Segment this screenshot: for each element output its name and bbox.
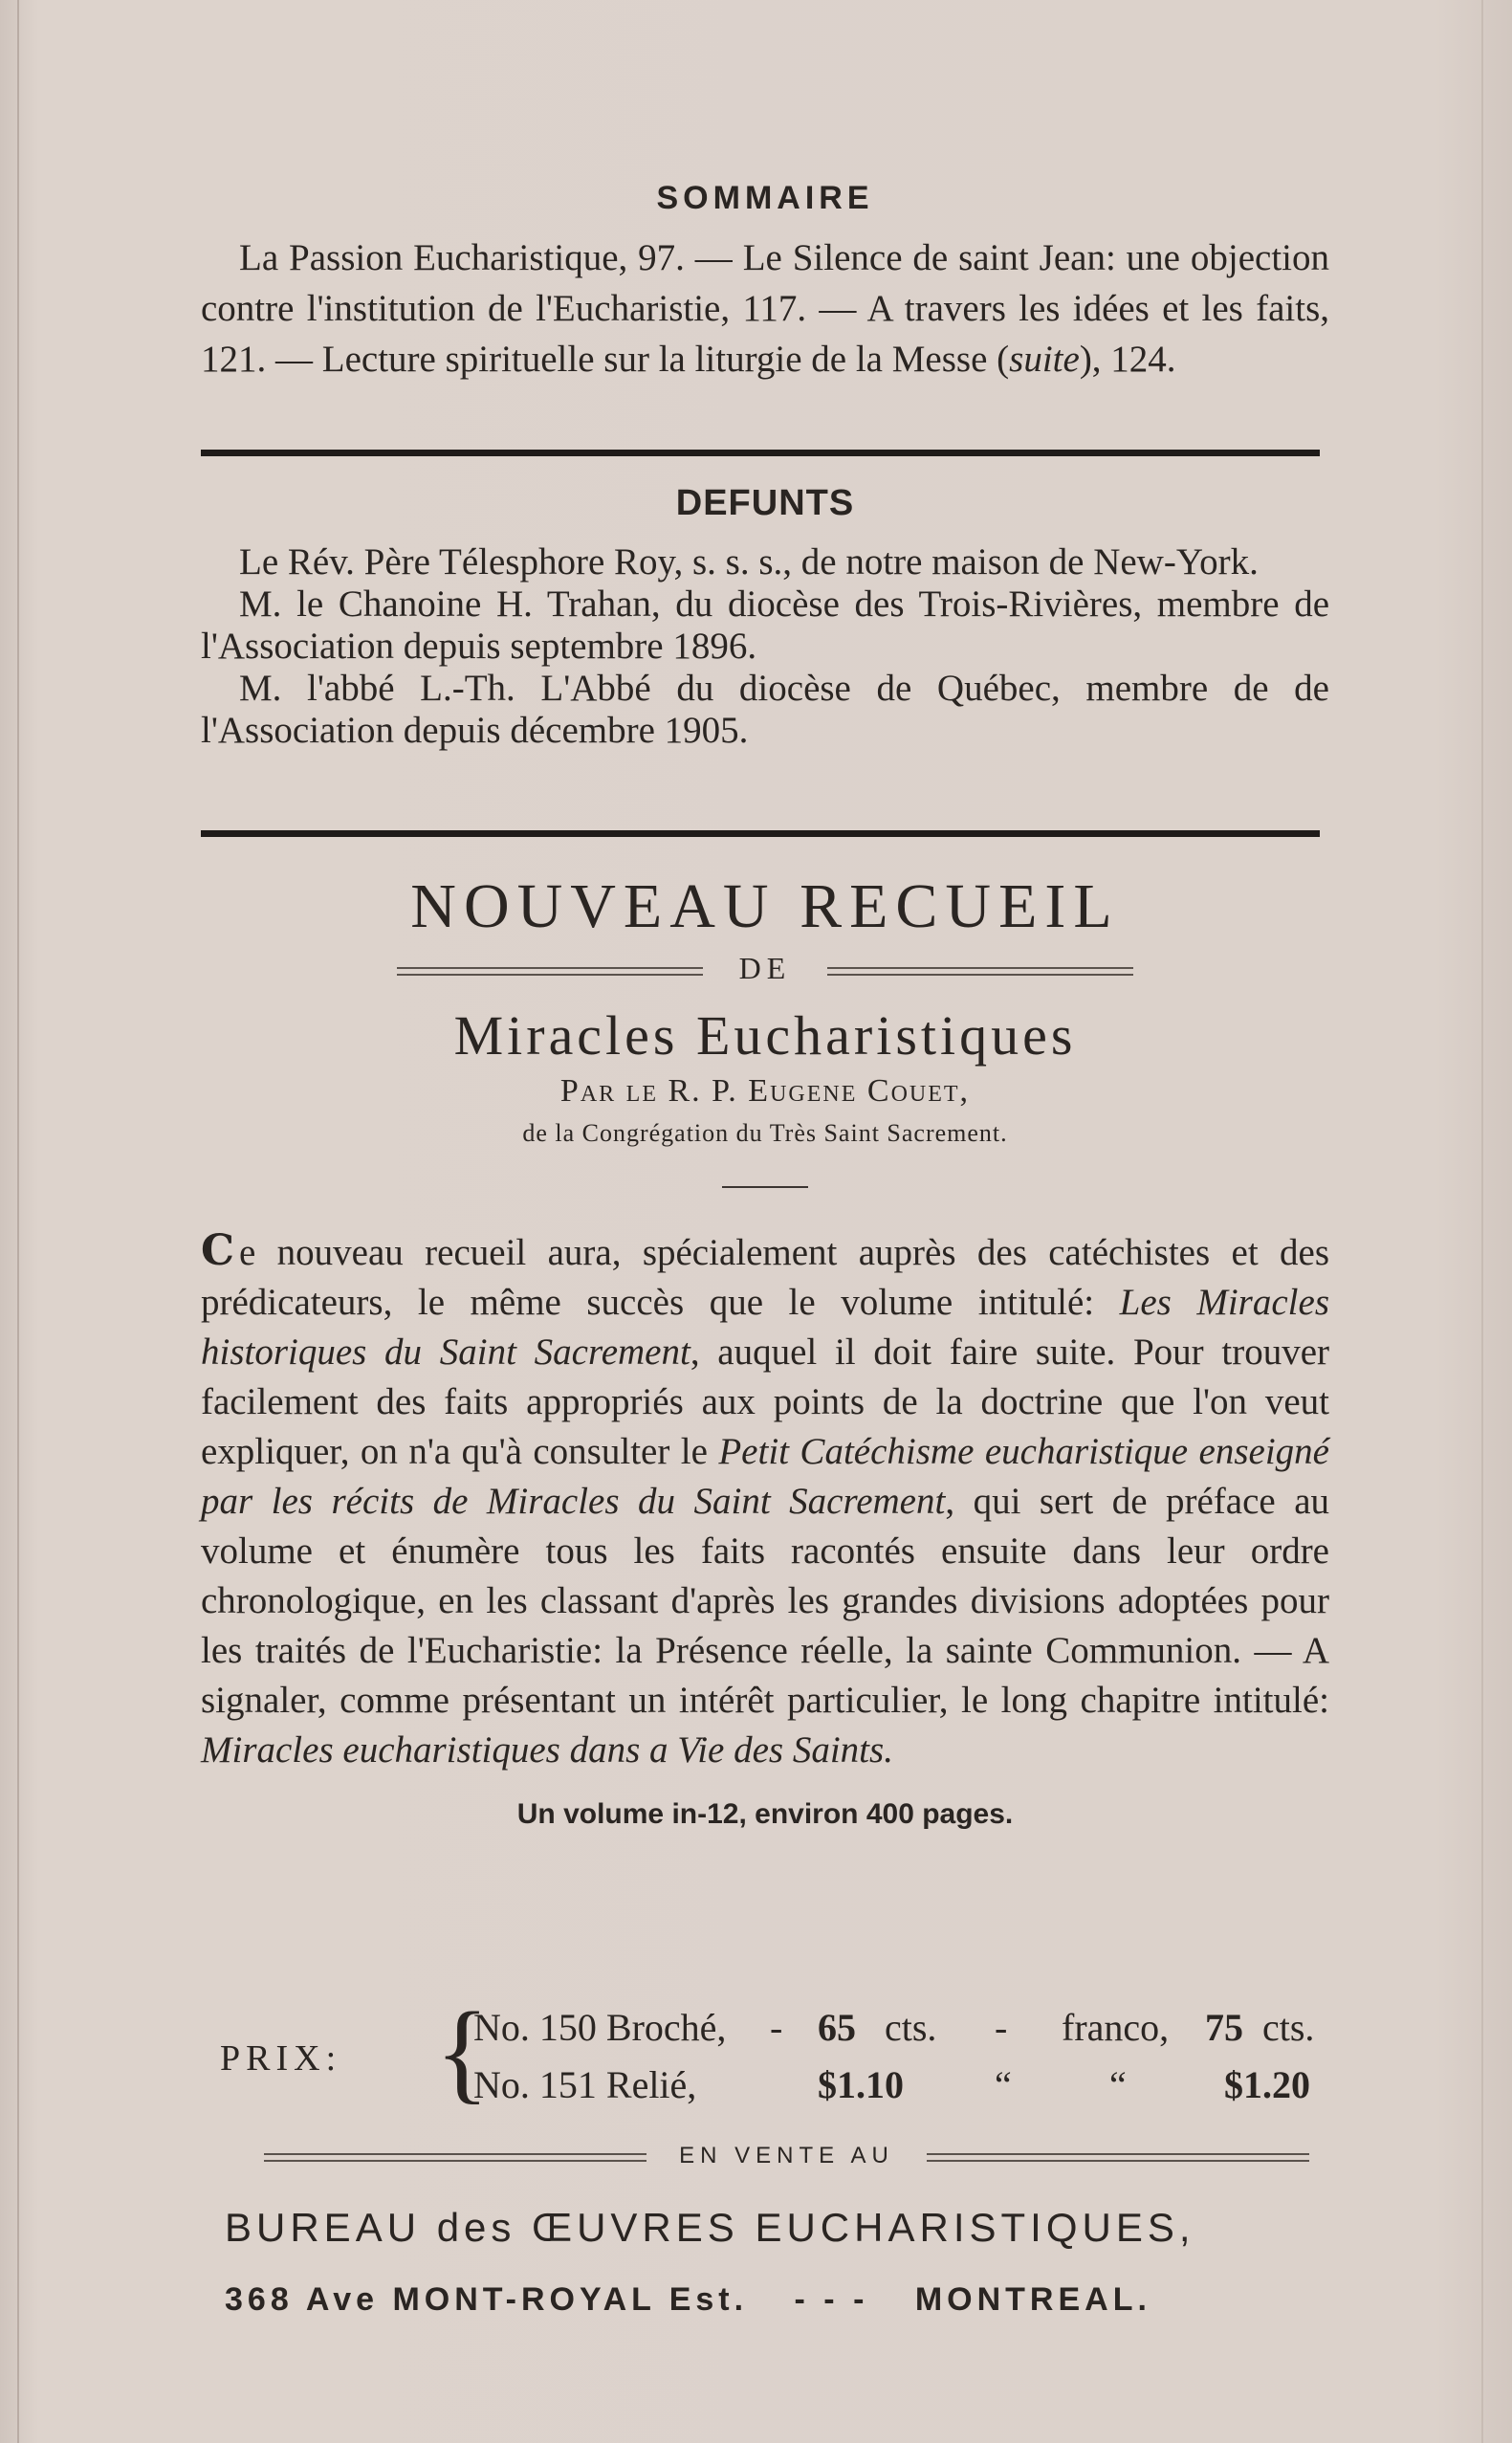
price-label: PRIX: xyxy=(220,2038,342,2079)
body-text-italic: Petit Catéchisme eucharistique enseigné par les récits de Miracles du Saint Sacrement xyxy=(201,1431,1329,1522)
franco-unit: cts. xyxy=(1262,2006,1315,2049)
defunts-heading: DEFUNTS xyxy=(675,483,855,523)
sommaire-text-part2: ), 124. xyxy=(1079,339,1176,380)
sommaire-text xyxy=(201,232,1329,385)
decorative-initial: C xyxy=(201,1226,235,1275)
body-text: e nouveau recueil aura, spécialement auprès des catéchistes et des prédicateurs, le même succès que le volume intitulé: xyxy=(201,1232,1329,1323)
franco-price: $1.20 xyxy=(1224,2063,1310,2106)
price-dash: - xyxy=(770,2006,783,2049)
page-edge xyxy=(1481,0,1483,2443)
price-item: No. 150 Broché, xyxy=(473,2006,727,2049)
body-text-italic: Miracles eucharistiques dans a Vie des Saints. xyxy=(201,1729,893,1771)
double-rule-right xyxy=(827,967,1133,976)
sommaire-text-italic: suite xyxy=(1009,339,1080,380)
price-row xyxy=(473,1999,1314,2057)
announcement-author: Par le R. P. Eugene Couet, xyxy=(559,1073,971,1109)
double-rule-right xyxy=(927,2153,1309,2162)
body-text: , qui sert de préface au volume et énumère tous les faits racontés ensuite dans leur ordre chronologique, en les classant d'après les grandes divisions adoptées pour les traités de l'Eucharistie: la Présence réelle, la sainte Communion. — A signaler, comme présentant un intérêt particulier, le long chapitre intitulé: xyxy=(201,1481,1330,1721)
section-divider-1 xyxy=(201,450,1320,456)
vendor-bureau: BUREAU des ŒUVRES EUCHARISTIQUES, xyxy=(225,2205,1195,2250)
vendor-address-dashes: - - - xyxy=(794,2281,869,2318)
defunt-entry: Le Rév. Père Télesphore Roy, s. s. s., de notre maison de New-York. xyxy=(239,541,1259,583)
body-text-italic: Les Miracles historiques du Saint Sacrement xyxy=(201,1282,1329,1373)
brace-icon: { xyxy=(435,1989,490,2114)
announcement-de-line xyxy=(201,951,1329,986)
double-rule-left xyxy=(397,967,703,976)
volume-info: Un volume in-12, environ 400 pages. xyxy=(516,1798,1014,1830)
announcement-title: NOUVEAU RECUEIL xyxy=(410,871,1120,941)
franco-price: 75 xyxy=(1205,2006,1243,2049)
price-dash: - xyxy=(995,2006,1008,2049)
body-text: , auquel il doit faire suite. Pour trouver facilement des faits appropriés aux points de la doctrine que l'on veut expliquer, on n'a qu'à consulter le xyxy=(201,1332,1329,1472)
franco-label: franco, xyxy=(1062,2006,1170,2049)
price-value: 65 xyxy=(818,2006,856,2049)
sommaire-section xyxy=(201,180,1329,385)
defunt-entry: M. l'abbé L.-Th. L'Abbé du diocèse de Québec, membre de de l'Association depuis décembre 1905. xyxy=(201,668,1329,751)
franco-label: “ xyxy=(1109,2063,1127,2106)
announcement-de: DE xyxy=(738,951,792,985)
section-divider-2 xyxy=(201,830,1320,837)
announcement-body xyxy=(201,1226,1329,1775)
short-divider xyxy=(201,1186,1329,1188)
en-vente-label: EN VENTE AU xyxy=(679,2143,894,2168)
price-unit: cts. xyxy=(885,2006,937,2049)
sommaire-text-part1: La Passion Eucharistique, 97. — Le Silence de saint Jean: une objection contre l'institution de l'Eucharistie, 117. — A travers les idées et les faits, 121. — Lecture spirituelle sur la liturgie de la Messe ( xyxy=(201,237,1329,380)
vendor-address xyxy=(225,2281,1348,2319)
price-value: $1.10 xyxy=(818,2063,904,2106)
binding-edge xyxy=(17,0,19,2443)
defunts-section xyxy=(201,483,1329,752)
price-dash: “ xyxy=(995,2063,1012,2106)
price-item: No. 151 Relié, xyxy=(473,2063,697,2106)
announcement-subtitle: Miracles Eucharistiques xyxy=(453,1004,1077,1067)
vendor-address-city: MONTREAL. xyxy=(914,2281,1151,2318)
defunt-entry: M. le Chanoine H. Trahan, du diocèse des Trois-Rivières, membre de l'Association depuis septembre 1896. xyxy=(201,583,1329,667)
vendor-address-street: 368 Ave MONT-ROYAL Est. xyxy=(225,2281,749,2318)
en-vente-line xyxy=(225,2141,1348,2169)
announcement-section xyxy=(201,870,1329,1831)
price-row xyxy=(473,2057,1314,2114)
announcement-congregation: de la Congrégation du Très Saint Sacrement. xyxy=(522,1119,1008,1147)
price-rows xyxy=(473,1999,1314,2114)
sommaire-heading: SOMMAIRE xyxy=(656,180,874,216)
double-rule-left xyxy=(264,2153,646,2162)
defunts-list xyxy=(201,541,1329,752)
